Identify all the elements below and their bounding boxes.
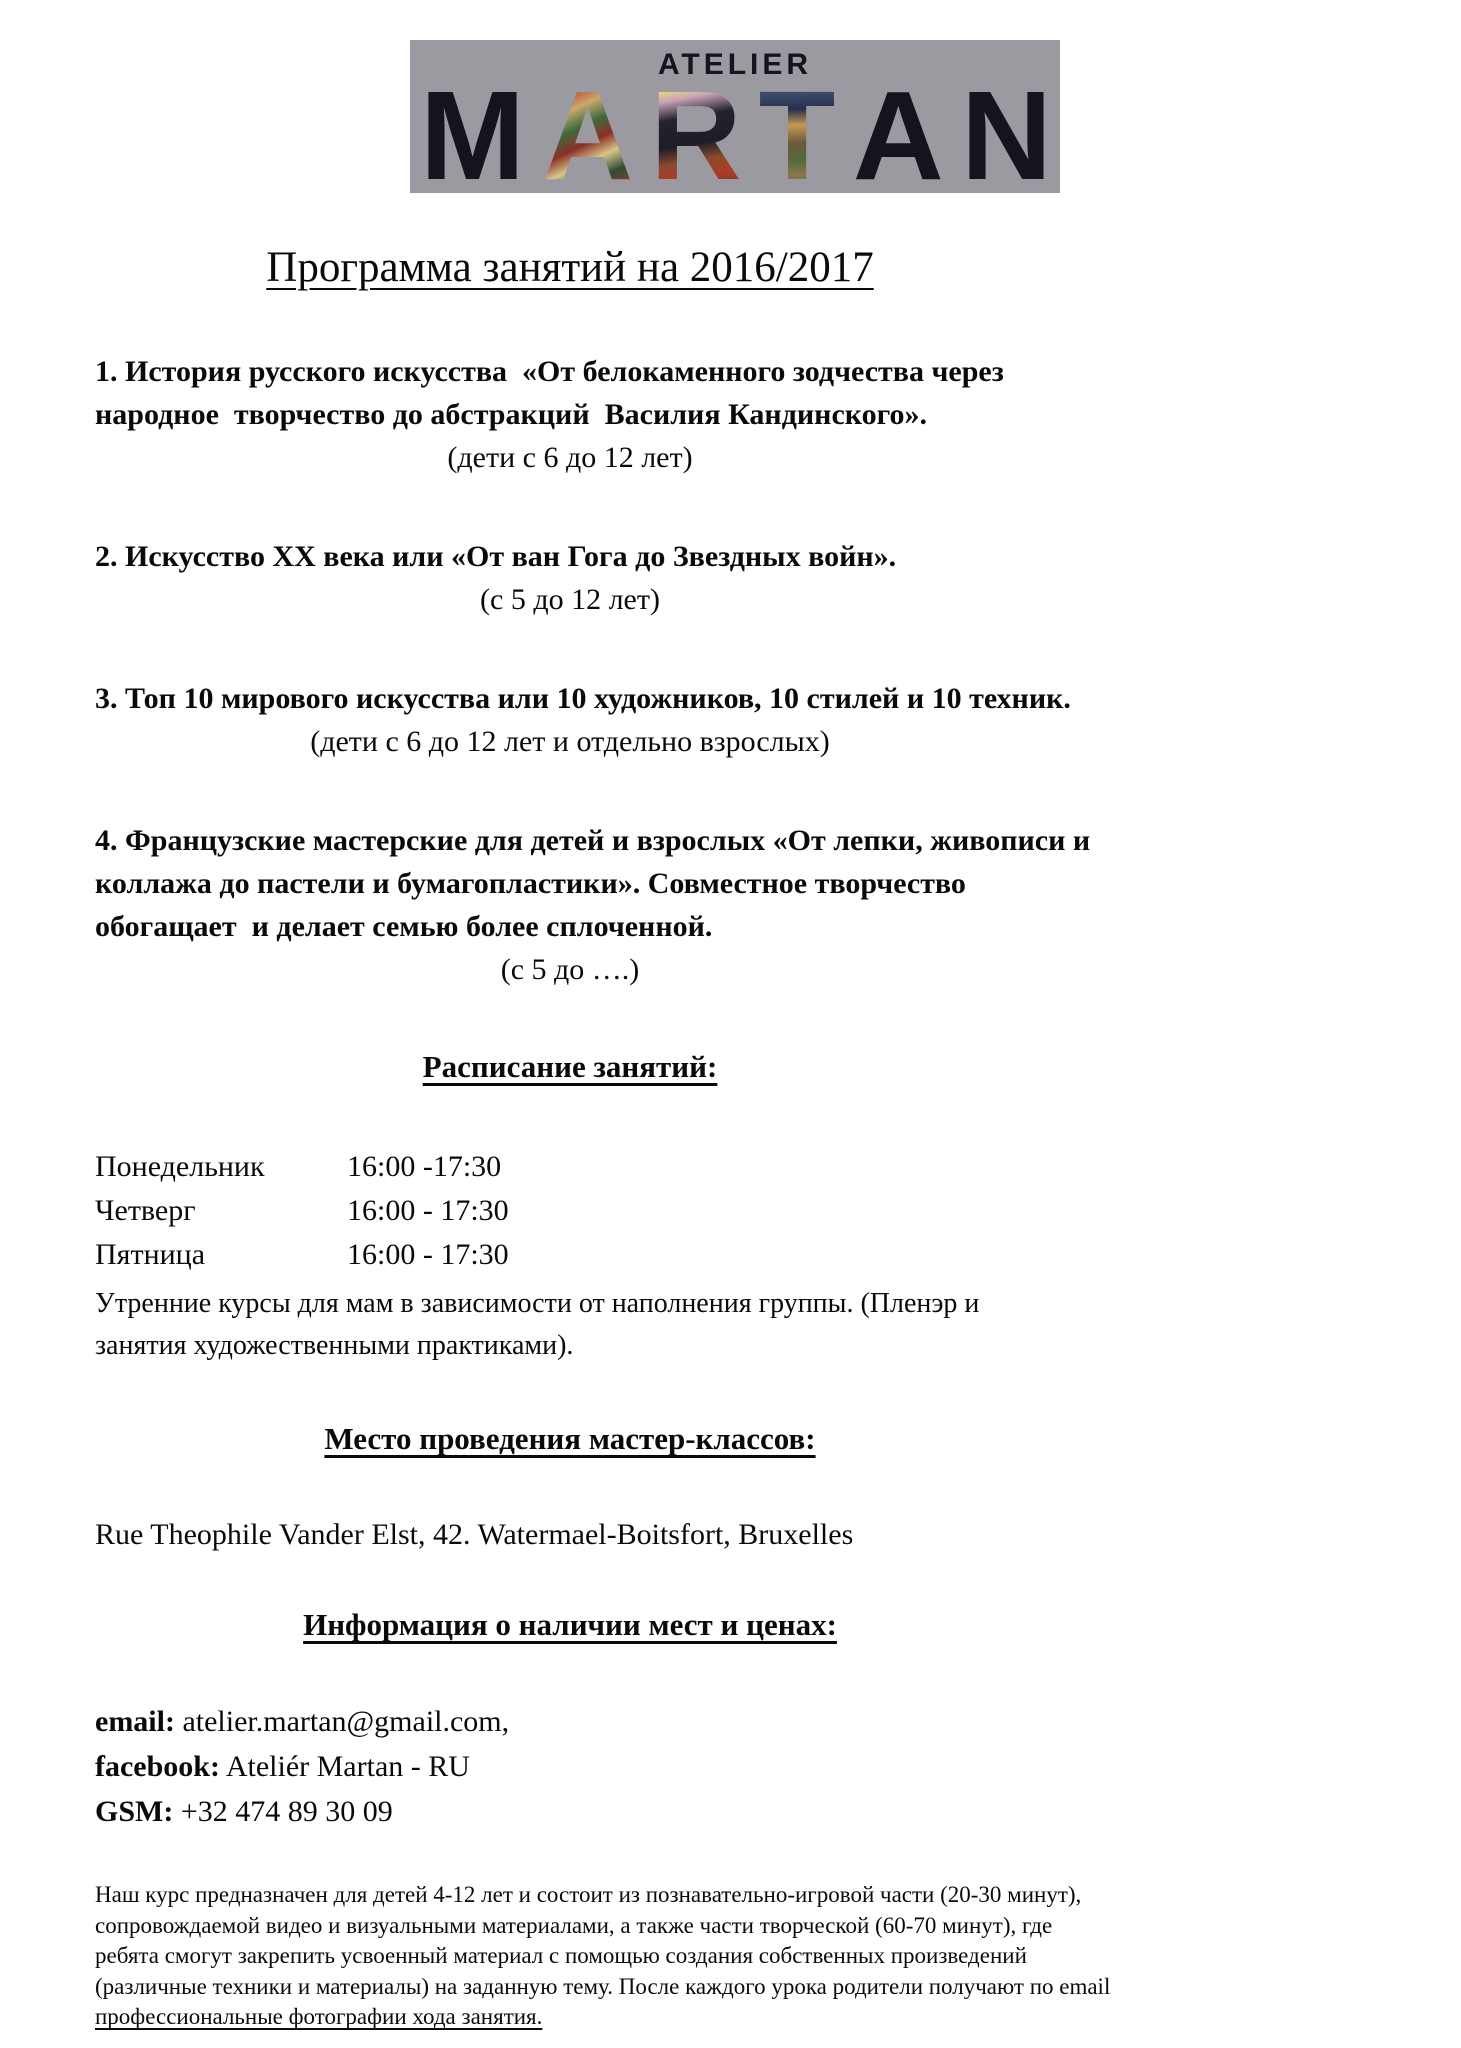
location-heading: Место проведения мастер-классов: — [324, 1421, 816, 1457]
logo-letter-t: T — [758, 65, 834, 193]
program-line: 4. Французские мастерские для детей и взрослых «От лепки, живописи и — [95, 824, 1091, 858]
program-line: 2. Искусство ХХ века или «От ван Гога до Звездных войн». — [95, 540, 897, 574]
program-item-4 — [95, 819, 1091, 991]
page-title: Программа занятий на 2016/2017 — [266, 244, 874, 291]
program-line: народное творчество до абстракций Василия Кандинского». — [95, 398, 928, 432]
schedule-day: Понедельник — [95, 1150, 265, 1184]
contact-label: facebook: — [95, 1750, 220, 1784]
footer-line: Наш курс предназначен для детей 4-12 лет и состоит из познавательно-игровой части (20-30 минут), — [95, 1882, 1082, 1908]
logo-letter-m: M — [420, 65, 523, 193]
logo-letter-n: N — [960, 65, 1050, 193]
schedule-day: Четверг — [95, 1194, 196, 1228]
contact-row-facebook — [95, 1744, 1045, 1789]
logo-letter-r: R — [650, 65, 740, 193]
footer-line: ребята смогут закрепить усвоенный материал с помощью создания собственных произведений — [95, 1943, 1027, 1969]
logo-letter-a2: A — [852, 65, 942, 193]
schedule-heading: Расписание занятий: — [422, 1049, 718, 1085]
info-heading: Информация о наличии мест и ценах: — [303, 1607, 837, 1643]
footer-line: сопровождаемой видео и визуальными материалами, а также части творческой (60-70 минут), где — [95, 1912, 1053, 1938]
program-line: 1. История русского искусства «От белокаменного зодчества через — [95, 355, 1004, 389]
contact-list — [95, 1699, 1045, 1834]
schedule-table — [95, 1145, 1045, 1277]
document-body — [95, 243, 1111, 2033]
program-line: обогащает и делает семью более сплоченной. — [95, 910, 713, 944]
contact-value: Ateliér Martan - RU — [225, 1750, 470, 1784]
contact-label: email: — [95, 1705, 175, 1739]
program-item-2 — [95, 535, 1045, 621]
schedule-time: 16:00 - 17:30 — [347, 1238, 509, 1272]
program-age-note: (с 5 до 12 лет) — [480, 583, 660, 617]
program-item-1 — [95, 350, 1045, 479]
schedule-day: Пятница — [95, 1238, 206, 1272]
schedule-row — [95, 1189, 1045, 1233]
logo-martan-wordmark — [410, 65, 1060, 193]
program-item-3 — [95, 677, 1071, 763]
contact-value: +32 474 89 30 09 — [180, 1795, 393, 1829]
program-age-note: (дети с 6 до 12 лет) — [447, 441, 693, 475]
morning-courses-note: Утренние курсы для мам в зависимости от наполнения группы. (Пленэр и занятия художественными практиками). — [95, 1288, 980, 1362]
footer-line: (различные техники и материалы) на заданную тему. После каждого урока родители получают по email — [95, 1973, 1111, 1999]
contact-row-gsm — [95, 1789, 1045, 1834]
program-line: 3. Топ 10 мирового искусства или 10 художников, 10 стилей и 10 техник. — [95, 682, 1071, 716]
contact-label: GSM: — [95, 1795, 174, 1829]
logo-letter-a1: A — [542, 65, 632, 193]
schedule-row — [95, 1233, 1045, 1277]
schedule-time: 16:00 -17:30 — [347, 1150, 502, 1184]
logo-atelier-text: ATELIER — [657, 48, 813, 81]
program-age-note: (дети с 6 до 12 лет и отдельно взрослых) — [310, 725, 830, 759]
atelier-martan-logo — [410, 40, 1060, 193]
program-line: коллажа до пастели и бумагопластики». Совместное творчество — [95, 867, 966, 901]
schedule-time: 16:00 - 17:30 — [347, 1194, 509, 1228]
schedule-row — [95, 1145, 1045, 1189]
program-age-note: (с 5 до ….) — [500, 953, 640, 987]
course-description — [95, 1880, 1111, 2033]
address-line: Rue Theophile Vander Elst, 42. Watermael-Boitsfort, Bruxelles — [95, 1518, 854, 1552]
contact-value: atelier.martan@gmail.com, — [182, 1705, 510, 1739]
contact-row-email — [95, 1699, 1045, 1744]
footer-line-underlined: профессиональные фотографии хода занятия. — [95, 2004, 543, 2030]
